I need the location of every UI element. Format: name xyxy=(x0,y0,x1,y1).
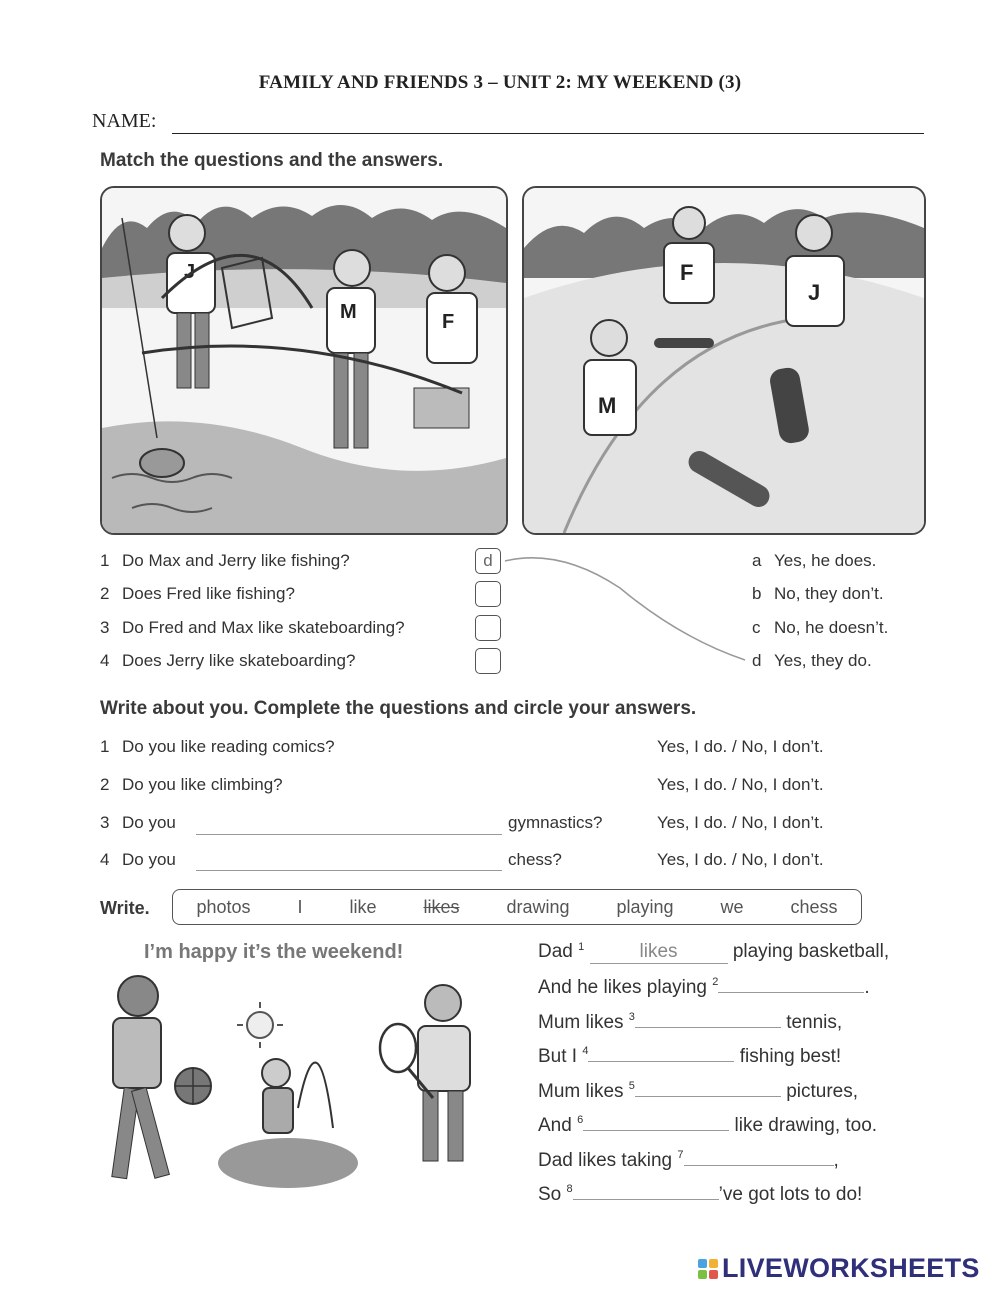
about-you-row-2: 2 Do you like climbing? xyxy=(100,775,283,794)
skateboarding-illustration xyxy=(524,188,924,533)
shirt-letter-m-skate: M xyxy=(598,393,617,418)
about-you-tail-3: gymnastics? xyxy=(508,813,603,832)
poem-line-4: But I $^4$ fishing best! xyxy=(538,1045,842,1067)
shirt-letter-j: J xyxy=(184,261,196,283)
example-match-line xyxy=(500,548,750,668)
poem-blank-5[interactable] xyxy=(635,1080,781,1097)
answer-box-2[interactable] xyxy=(475,581,501,607)
question-4: 4 Does Jerry like skateboarding? xyxy=(100,651,356,670)
fishing-illustration xyxy=(102,188,506,533)
answer-box-4[interactable] xyxy=(475,648,501,674)
weekend-illustration xyxy=(88,968,508,1213)
poem-blank-8[interactable] xyxy=(573,1183,719,1200)
yes-no-4[interactable]: Yes, I do. / No, I don’t. xyxy=(657,850,824,869)
answer-b: b No, they don’t. xyxy=(752,584,884,603)
write-about-you-instructions: Write about you. Complete the questions and circle your answers. xyxy=(100,698,697,719)
match-instructions: Match the questions and the answers. xyxy=(100,150,444,171)
answer-box-1[interactable]: d xyxy=(475,548,501,574)
word-bank xyxy=(172,889,862,925)
shirt-letter-j-skate: J xyxy=(808,280,821,305)
shirt-letter-f: F xyxy=(442,311,455,333)
poem-line-3: Mum likes $^3$ tennis, xyxy=(538,1011,843,1033)
word-bank-item: we xyxy=(720,896,744,917)
poem-line-8: So $^8$ ’ve got lots to do! xyxy=(538,1183,863,1205)
shirt-letter-f-skate: F xyxy=(680,260,694,285)
name-label: NAME: xyxy=(92,110,157,132)
poem-blank-4[interactable] xyxy=(588,1045,734,1062)
poem-line-5: Mum likes $^5$ pictures, xyxy=(538,1080,859,1102)
family-weekend-drawing xyxy=(88,968,508,1213)
poem-blank-7[interactable] xyxy=(684,1149,834,1166)
fishing-picture xyxy=(100,186,508,535)
poem-blank-1[interactable]: likes xyxy=(590,941,728,964)
about-you-tail-4: chess? xyxy=(508,850,562,869)
about-you-row-1: 1 Do you like reading comics? xyxy=(100,737,335,756)
answer-c: c No, he doesn’t. xyxy=(752,618,889,637)
poem-blank-2[interactable] xyxy=(718,976,864,993)
yes-no-3[interactable]: Yes, I do. / No, I don’t. xyxy=(657,813,824,832)
worksheet-title: FAMILY AND FRIENDS 3 – UNIT 2: MY WEEKEND (3) xyxy=(258,72,742,93)
about-you-row-4: 4 Do you xyxy=(100,850,176,869)
yes-no-2[interactable]: Yes, I do. / No, I don’t. xyxy=(657,775,824,794)
answer-a: a Yes, he does. xyxy=(752,551,877,570)
poem-line-1: Dad $^1$ likes playing basketball, xyxy=(538,941,890,962)
about-you-blank-3[interactable] xyxy=(196,834,502,835)
word-bank-item: playing xyxy=(616,896,674,917)
word-bank-item: photos xyxy=(196,896,251,917)
answer-box-3[interactable] xyxy=(475,615,501,641)
question-2: 2 Does Fred like fishing? xyxy=(100,584,295,603)
liveworksheets-logo-icon xyxy=(698,1259,718,1279)
poem-line-7: Dad likes taking $^7$ , xyxy=(538,1149,839,1171)
poem-blank-3[interactable] xyxy=(635,1011,781,1028)
poem-title: I’m happy it’s the weekend! xyxy=(144,941,404,963)
poem-blank-6[interactable] xyxy=(583,1114,729,1131)
word-bank-item: like xyxy=(349,896,377,917)
poem-line-6: And $^6$ like drawing, too. xyxy=(538,1114,878,1136)
about-you-row-3: 3 Do you xyxy=(100,813,176,832)
shirt-letter-m: M xyxy=(340,301,357,323)
word-bank-item: I xyxy=(297,896,303,917)
name-input-line[interactable] xyxy=(172,133,924,134)
question-1: 1 Do Max and Jerry like fishing? xyxy=(100,551,350,570)
yes-no-1[interactable]: Yes, I do. / No, I don’t. xyxy=(657,737,824,756)
question-3: 3 Do Fred and Max like skateboarding? xyxy=(100,618,405,637)
word-bank-item-struck: likes xyxy=(423,896,460,917)
answer-d: d Yes, they do. xyxy=(752,651,872,670)
write-label: Write. xyxy=(100,898,150,918)
word-bank-item: chess xyxy=(790,896,838,917)
liveworksheets-brand-text: LIVEWORKSHEETS xyxy=(722,1253,980,1283)
liveworksheets-logo xyxy=(698,1253,980,1284)
poem-line-2: And he likes playing $^2$ . xyxy=(538,976,870,998)
about-you-blank-4[interactable] xyxy=(196,870,502,871)
word-bank-item: drawing xyxy=(506,896,570,917)
skateboarding-picture xyxy=(522,186,926,535)
